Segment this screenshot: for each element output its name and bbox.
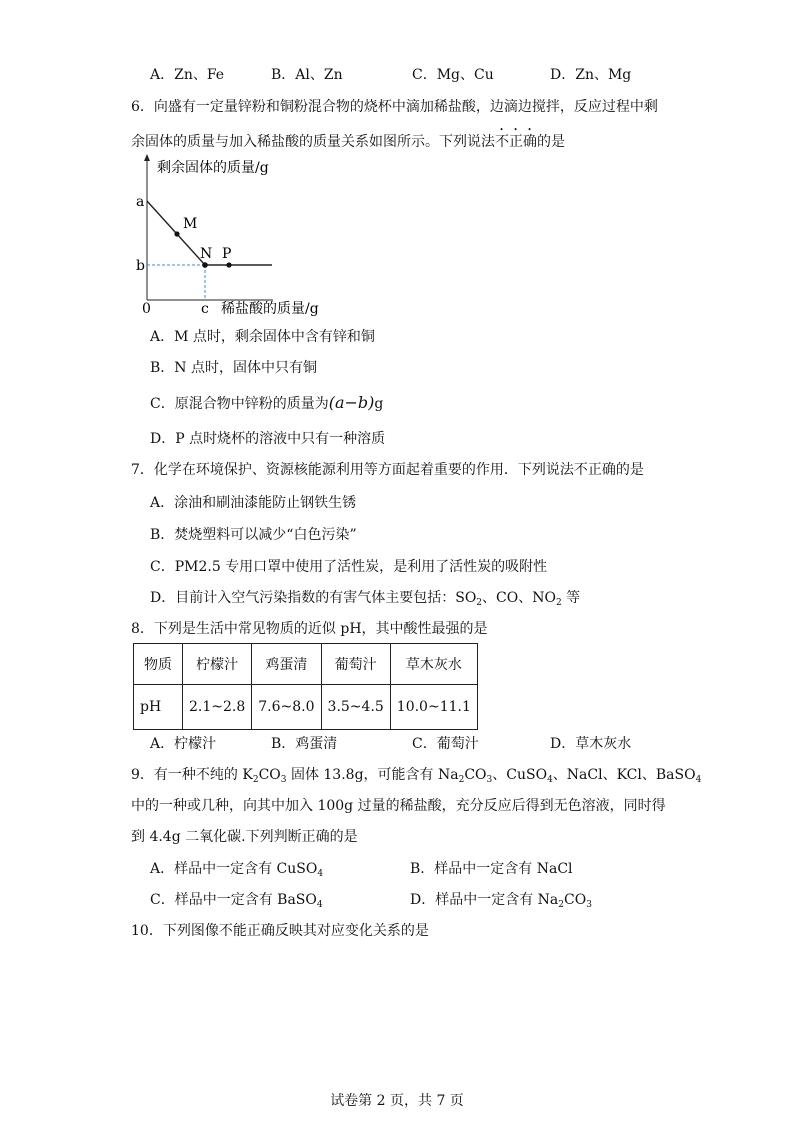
table-cell: 草木灰水 [390, 644, 477, 685]
q6-point-m [174, 231, 179, 236]
q8-stem: 8．下列是生活中常见物质的近似 pH，其中酸性最强的是 [131, 621, 488, 637]
ph-table [133, 643, 478, 730]
q9-d-text2: CO [564, 892, 587, 908]
q9-s4: 3 [486, 775, 493, 785]
q9-s3: 2 [458, 775, 465, 785]
q9-t5: 、CuSO [492, 767, 548, 783]
q7-d-sub2: 2 [555, 598, 562, 608]
q7-option-c: C．PM2.5 专用口罩中使用了活性炭，是利用了活性炭的吸附性 [150, 559, 548, 575]
q7-stem: 7．化学在环境保护、资源核能源利用等方面起着重要的作用．下列说法不正确的是 [131, 462, 644, 478]
q9-t2: CO [258, 767, 281, 783]
q8-option-a: A．柠檬汁 [150, 736, 217, 752]
q7-d-text1: D．目前计入空气污染指数的有害气体主要包括：SO [150, 590, 477, 606]
q8-option-c: C．葡萄汁 [412, 736, 479, 752]
q6-label-m: M [183, 216, 198, 232]
table-row [134, 644, 478, 685]
table-cell: 柠檬汁 [183, 644, 252, 685]
q6-point-p [226, 262, 231, 267]
q9-stem-line1 [131, 765, 701, 785]
q9-s5: 4 [547, 775, 553, 785]
q5-option-b: B．Al、Zn [271, 67, 343, 83]
q9-c-text: C．样品中一定含有 BaSO [150, 892, 317, 908]
table-cell: 葡萄汁 [321, 644, 390, 685]
q6-y-arrow [144, 154, 150, 161]
q6-label-c: c [201, 301, 209, 317]
q9-s1: 2 [252, 775, 259, 785]
q9-a-sub: 4 [317, 869, 324, 879]
q7-d-text3: 等 [561, 590, 581, 606]
q6-label-n: N [200, 246, 213, 262]
q9-option-a [150, 859, 323, 879]
q6-emphasis: 不正确 [495, 134, 537, 150]
table-cell: 3.5~4.5 [321, 685, 390, 730]
q8-option-b: B．鸡蛋清 [271, 736, 338, 752]
q6-stem-line2 [131, 126, 565, 152]
q9-s2: 3 [280, 775, 287, 785]
table-cell: 2.1~2.8 [183, 685, 252, 730]
q7-option-b: B．焚烧塑料可以减少“白色污染” [150, 527, 357, 543]
q6-point-n [202, 262, 208, 268]
q6-option-b: B．N 点时，固体中只有铜 [150, 360, 317, 376]
page-footer: 试卷第 2 页，共 7 页 [330, 1093, 464, 1109]
q9-d-text1: D．样品中一定含有 Na [410, 892, 559, 908]
q6-xlabel: 稀盐酸的质量/g [221, 301, 319, 317]
q9-a-text: A．样品中一定含有 CuSO [150, 861, 318, 877]
q7-d-sub1: 2 [476, 598, 483, 608]
q6-option-a: A．M 点时，剩余固体中含有锌和铜 [150, 329, 375, 345]
q6-label-0: 0 [142, 301, 151, 317]
q6-option-c-formula: (a−b) [328, 393, 375, 412]
q6-option-c [150, 393, 383, 414]
q6-graph [125, 150, 340, 320]
q9-t1: 9．有一种不纯的 K [131, 767, 253, 783]
q5-option-a: A．Zn、Fe [150, 67, 225, 83]
q9-option-d [410, 890, 592, 910]
q7-d-text2: 、CO、NO [482, 590, 556, 606]
q6-option-c-unit: g [374, 396, 384, 412]
q9-s6: 4 [695, 775, 702, 785]
q8-options [150, 734, 710, 754]
q5-options [150, 65, 710, 85]
q5-option-c: C．Mg、Cu [412, 67, 494, 83]
q6-stem-line1: 6．向盛有一定量锌粉和铜粉混合物的烧杯中滴加稀盐酸，边滴边搅拌，反应过程中剩 [131, 99, 658, 115]
q6-ylabel: 剩余固体的质量/g [157, 160, 269, 176]
q6-option-d: D．P 点时烧杯的溶液中只有一种溶质 [150, 431, 386, 447]
q9-d-sub2: 3 [586, 900, 592, 910]
q8-option-d: D．草木灰水 [550, 736, 632, 752]
q9-t4: CO [464, 767, 487, 783]
q6-option-c-text: C．原混合物中锌粉的质量为 [150, 396, 329, 412]
table-row [134, 685, 478, 730]
q7-option-a: A．涂油和刷油漆能防止钢铁生锈 [150, 495, 357, 511]
q9-stem-line2: 中的一种或几种，向其中加入 100g 过量的稀盐酸，充分反应后得到无色溶液，同时得 [131, 798, 666, 814]
q6-label-p: P [222, 246, 232, 262]
q6-stem-text: 余固体的质量与加入稀盐酸的质量关系如图所示。下列说法 [131, 134, 495, 150]
q9-option-b: B．样品中一定含有 NaCl [410, 861, 573, 877]
q9-c-sub: 4 [316, 900, 323, 910]
table-cell: 10.0~11.1 [390, 685, 477, 730]
table-cell: 物质 [134, 644, 183, 685]
q10-stem: 10．下列图像不能正确反映其对应变化关系的是 [131, 923, 429, 939]
q5-option-d: D．Zn、Mg [550, 67, 632, 83]
table-cell: 鸡蛋清 [252, 644, 321, 685]
q9-t3: 固体 13.8g，可能含有 Na [286, 767, 459, 783]
q9-d-sub1: 2 [558, 900, 565, 910]
q9-option-c [150, 890, 323, 910]
q9-stem-line3: 到 4.4g 二氧化碳.下列判断正确的是 [131, 829, 358, 845]
table-cell: pH [134, 685, 183, 730]
q6-stem-end: 的是 [537, 134, 565, 150]
q6-label-b: b [136, 258, 145, 274]
q6-label-a: a [136, 194, 145, 210]
table-cell: 7.6~8.0 [252, 685, 321, 730]
q7-option-d [150, 588, 580, 608]
q9-t6: 、NaCl、KCl、BaSO [552, 767, 696, 783]
